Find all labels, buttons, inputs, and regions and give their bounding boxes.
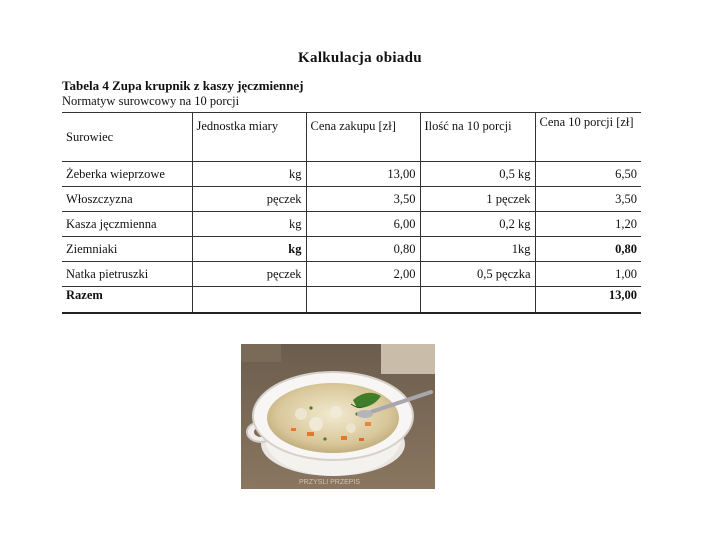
cell-quantity: 0,2 kg <box>420 212 535 237</box>
total-label: Razem <box>62 287 192 314</box>
cell-price: 6,00 <box>306 212 420 237</box>
cell-quantity: 0,5 kg <box>420 162 535 187</box>
cell-ingredient: Natka pietruszki <box>62 262 192 287</box>
table-total-row <box>62 287 641 314</box>
cell-cost: 1,00 <box>535 262 641 287</box>
page-title: Kalkulacja obiadu <box>298 50 422 66</box>
table-row <box>62 262 641 287</box>
photo-watermark: PRZYSLI PRZEPIS <box>299 479 361 486</box>
cell-quantity: 1kg <box>420 237 535 262</box>
header-jednostka: Jednostka miary <box>192 113 306 162</box>
cell-price: 2,00 <box>306 262 420 287</box>
soup-bowl-illustration <box>241 344 435 489</box>
cell-ingredient: Włoszczyzna <box>62 187 192 212</box>
table-header-row <box>62 113 641 162</box>
cell-quantity: 0,5 pęczka <box>420 262 535 287</box>
cell-ingredient: Kasza jęczmienna <box>62 212 192 237</box>
table-note: Normatyw surowcowy na 10 porcji <box>62 94 240 108</box>
table-row <box>62 212 641 237</box>
empty-cell <box>420 287 535 314</box>
cell-unit: kg <box>192 162 306 187</box>
table-caption: Tabela 4 Zupa krupnik z kaszy jęczmiennej <box>62 78 304 93</box>
cell-unit: kg <box>192 212 306 237</box>
cell-cost: 0,80 <box>535 237 641 262</box>
table-row <box>62 237 641 262</box>
cell-quantity: 1 pęczek <box>420 187 535 212</box>
cell-cost: 3,50 <box>535 187 641 212</box>
total-value: 13,00 <box>535 287 641 314</box>
cell-unit: pęczek <box>192 262 306 287</box>
soup-photo <box>241 344 435 489</box>
cell-cost: 6,50 <box>535 162 641 187</box>
cell-price: 3,50 <box>306 187 420 212</box>
header-cena-zakupu: Cena zakupu [zł] <box>306 113 420 162</box>
header-ilosc: Ilość na 10 porcji <box>420 113 535 162</box>
empty-cell <box>192 287 306 314</box>
table-row <box>62 187 641 212</box>
header-cena-10: Cena 10 porcji [zł] <box>535 113 641 162</box>
cell-cost: 1,20 <box>535 212 641 237</box>
empty-cell <box>306 287 420 314</box>
cell-price: 0,80 <box>306 237 420 262</box>
cell-price: 13,00 <box>306 162 420 187</box>
cell-unit: pęczek <box>192 187 306 212</box>
cell-unit: kg <box>192 237 306 262</box>
cost-table <box>62 112 641 314</box>
header-surowiec: Surowiec <box>62 113 192 162</box>
table-row <box>62 162 641 187</box>
cell-ingredient: Ziemniaki <box>62 237 192 262</box>
cell-ingredient: Żeberka wieprzowe <box>62 162 192 187</box>
